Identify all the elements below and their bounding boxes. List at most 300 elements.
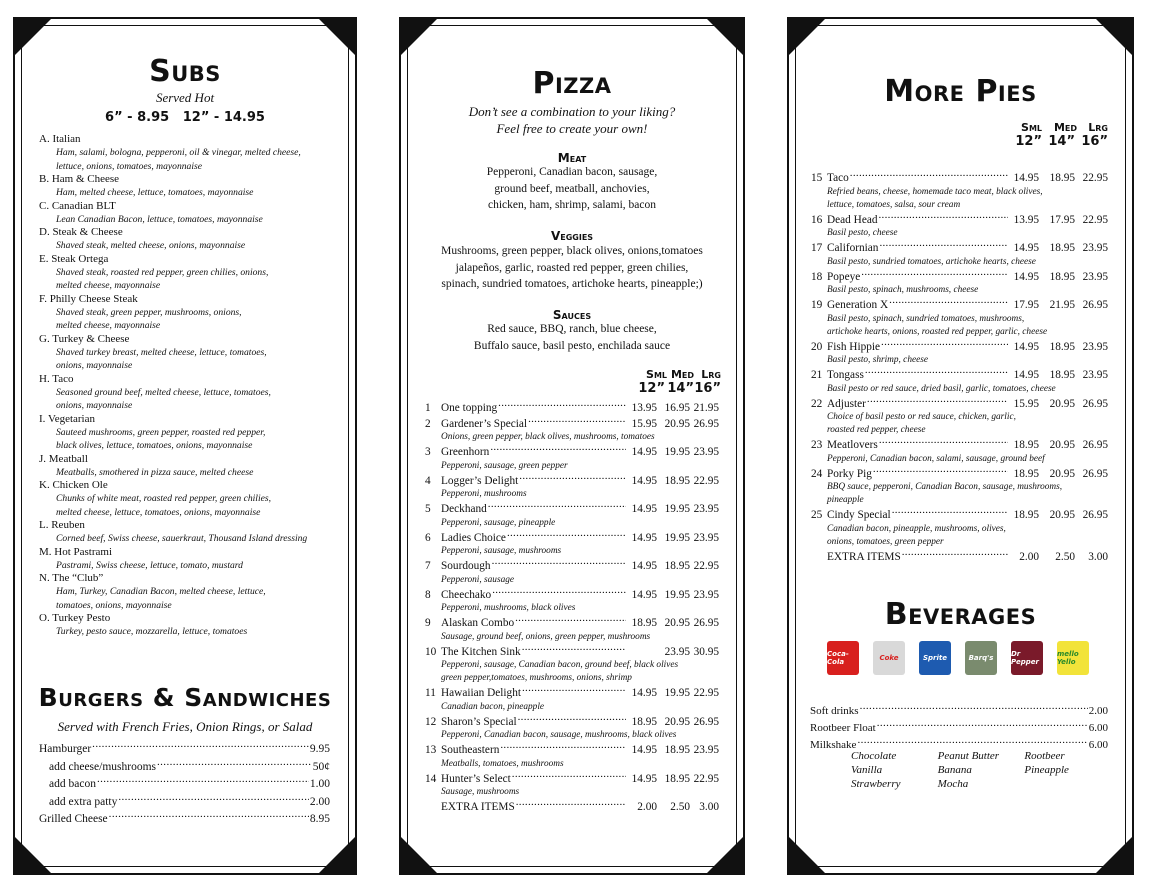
- price-medium: 20.95: [664, 617, 690, 629]
- item-description: Choice of basil pesto or red sauce, chicken, garlic,: [827, 412, 1016, 422]
- price-large: 3.00: [1088, 550, 1108, 563]
- sub-name: I. Vegetarian: [39, 412, 95, 425]
- item-description: Basil pesto, spinach, mushrooms, cheese: [827, 285, 979, 295]
- price-medium: 18.95: [1049, 270, 1075, 283]
- price-medium: 18.95: [1049, 369, 1075, 381]
- item-description: Refried beans, cheese, homemade taco meat, black olives,: [827, 186, 1043, 197]
- veggies-heading: Veggies: [550, 229, 594, 243]
- price-large: 22.95: [1082, 172, 1108, 184]
- price-small: 18.95: [1013, 439, 1039, 451]
- price-medium: 19.95: [664, 531, 690, 544]
- pizza-item: [425, 416, 719, 432]
- price-large: 22.95: [693, 772, 719, 785]
- price-small: 14.95: [631, 687, 657, 699]
- item-number: 14: [425, 772, 437, 785]
- sub-item: [39, 133, 349, 173]
- item-description: lettuce, tomatoes, salsa, sour cream: [827, 199, 961, 210]
- pizza-item: [811, 549, 1108, 565]
- dot-leader: [889, 297, 1008, 308]
- milkshake-flavors: [851, 749, 1111, 791]
- pizza-item: [811, 396, 1108, 412]
- item-number: 17: [811, 242, 823, 254]
- dot-leader: [522, 644, 626, 655]
- item-name: Dead Head: [827, 213, 878, 226]
- size-small: 12”: [1015, 134, 1042, 149]
- item-name: Sharon’s Special: [441, 715, 517, 728]
- burgers-title: Burgers & Sandwiches: [38, 683, 332, 712]
- price-medium: 23.95: [664, 645, 690, 658]
- sub-description: Shaved steak, melted cheese, onions, mayonnaise: [56, 240, 246, 251]
- item-name: add extra patty: [49, 795, 118, 808]
- item-description: Sausage, ground beef, onions, green pepper, mushrooms: [441, 631, 651, 642]
- item-description: green pepper,tomatoes, mushrooms, onions, shrimp: [441, 673, 632, 683]
- price-large: 26.95: [693, 417, 719, 430]
- item-number: 8: [425, 588, 431, 601]
- item-name: Cindy Special: [827, 509, 891, 521]
- size-label-large: Lrg: [701, 368, 721, 381]
- dot-leader: [157, 758, 312, 770]
- dot-leader: [518, 714, 626, 725]
- mello-yello-logo: mello Yello: [1057, 641, 1089, 675]
- item-number: 11: [425, 687, 436, 699]
- sub-name: E. Steak Ortega: [39, 252, 109, 265]
- item-number: 16: [811, 213, 823, 226]
- price-large: 23.95: [693, 503, 719, 515]
- dot-leader: [865, 367, 1008, 378]
- sub-description: melted cheese, mayonnaise: [56, 280, 161, 291]
- dot-leader: [860, 702, 1088, 714]
- item-name: Meatlovers: [827, 439, 878, 451]
- price-medium: 17.95: [1049, 213, 1075, 226]
- price-small: 14.95: [631, 560, 657, 572]
- dot-leader: [881, 339, 1008, 350]
- flavor: [1024, 777, 1111, 791]
- item-description: Pepperoni, sausage, mushrooms: [441, 546, 562, 556]
- item-number: 21: [811, 369, 823, 381]
- size-small: 12”: [638, 381, 665, 396]
- price-small: 14.95: [631, 446, 657, 458]
- item-description: Basil pesto or red sauce, dried basil, garlic, tomatoes, cheese: [827, 383, 1056, 394]
- flavor: Pineapple: [1024, 764, 1069, 776]
- price-medium: 18.95: [1049, 172, 1075, 184]
- sub-description: Ham, melted cheese, lettuce, tomatoes, mayonnaise: [56, 187, 254, 198]
- item-price: 8.95: [309, 813, 330, 825]
- size-medium: 14”: [667, 381, 694, 396]
- sub-description: tomatoes, onions, mayonnaise: [56, 599, 172, 611]
- price-medium: 19.95: [664, 588, 690, 601]
- item-name: EXTRA ITEMS: [441, 801, 515, 813]
- price-small: 13.95: [1013, 213, 1039, 226]
- price-small: 14.95: [1013, 340, 1039, 353]
- price-small: 14.95: [631, 531, 657, 544]
- flavor: Mocha: [937, 778, 969, 790]
- item-description: onions, tomatoes, green pepper: [827, 536, 944, 547]
- item-number: 19: [811, 299, 823, 311]
- size-label-large: Lrg: [1088, 121, 1108, 134]
- ingredient-line: Pepperoni, Canadian bacon, sausage,: [486, 166, 658, 178]
- item-name: One topping: [441, 402, 498, 414]
- price-large: 23.95: [693, 531, 719, 544]
- sub-item: [39, 413, 349, 453]
- item-description: Sausage, mushrooms: [441, 787, 520, 797]
- item-name: add cheese/mushrooms: [49, 760, 156, 773]
- sub-name: F. Philly Cheese Steak: [39, 292, 138, 305]
- dot-leader: [512, 771, 626, 782]
- size-label-small: Sml: [646, 368, 667, 381]
- dot-leader: [902, 549, 1008, 560]
- sub-item: [39, 453, 349, 480]
- item-description: Canadian bacon, pineapple: [441, 701, 545, 712]
- pizza-item: [811, 507, 1108, 523]
- dot-leader: [498, 400, 626, 411]
- dot-leader: [879, 212, 1009, 223]
- beverage-item: [810, 719, 1108, 736]
- dot-leader: [92, 740, 309, 752]
- price-medium: 18.95: [1049, 242, 1075, 254]
- pizza-title: Pizza: [532, 66, 612, 101]
- dr-pepper-logo: Dr Pepper: [1011, 641, 1043, 675]
- item-description: artichoke hearts, onions, roasted red pepper, garlic, cheese: [827, 326, 1048, 337]
- sub-item: [39, 546, 349, 573]
- price-large: 26.95: [1082, 467, 1108, 480]
- item-name: Soft drinks: [810, 705, 859, 717]
- flavor: Chocolate: [851, 750, 897, 762]
- dot-leader: [528, 416, 626, 427]
- price-small: 14.95: [1013, 270, 1039, 283]
- item-name: Gardener’s Special: [441, 417, 528, 430]
- sub-description: Ham, Turkey, Canadian Bacon, melted cheese, lettuce,: [56, 586, 266, 597]
- pizza-item: [811, 269, 1108, 285]
- sub-description: onions, mayonnaise: [56, 400, 133, 411]
- sub-description: melted cheese, mayonnaise: [56, 320, 161, 331]
- dot-leader: [97, 775, 309, 787]
- item-price: 6.00: [1088, 722, 1108, 734]
- pizza-item: [811, 339, 1108, 355]
- item-name: EXTRA ITEMS: [827, 550, 901, 563]
- price-medium: 18.95: [664, 772, 690, 785]
- item-name: Milkshake: [810, 739, 857, 751]
- dot-leader: [879, 240, 1008, 251]
- price-small: 18.95: [631, 617, 657, 629]
- meat-list: [401, 164, 743, 214]
- size-medium: 14”: [1048, 134, 1075, 149]
- flavor: Strawberry: [851, 778, 901, 790]
- pizza-item: [425, 444, 719, 460]
- item-name: add bacon: [49, 778, 96, 790]
- item-name: Porky Pig: [827, 467, 872, 480]
- sub-name: G. Turkey & Cheese: [39, 332, 130, 345]
- price-small: 18.95: [1013, 467, 1039, 480]
- pizza-item: [425, 742, 719, 758]
- price-large: 3.00: [699, 801, 719, 813]
- ingredient-line: Red sauce, BBQ, ranch, blue cheese,: [487, 323, 657, 335]
- item-description: Pepperoni, sausage, Canadian bacon, ground beef, black olives: [441, 660, 679, 670]
- sub-item: [39, 333, 349, 373]
- sub-name: J. Meatball: [39, 452, 88, 465]
- item-name: Sourdough: [441, 560, 491, 572]
- item-description: Pepperoni, sausage, green pepper: [441, 460, 568, 471]
- price-large: 26.95: [1082, 509, 1108, 521]
- sub-name: B. Ham & Cheese: [39, 173, 120, 185]
- sub-description: Shaved turkey breast, melted cheese, lettuce, tomatoes,: [56, 346, 267, 358]
- price-medium: 18.95: [664, 474, 690, 487]
- price-small: 18.95: [631, 715, 657, 728]
- flavor: Peanut Butter: [937, 750, 1000, 762]
- burger-item: [39, 775, 330, 793]
- item-name: Fish Hippie: [827, 340, 881, 353]
- item-number: 6: [425, 531, 431, 544]
- price-large: 22.95: [693, 560, 719, 572]
- price-large: 23.95: [1082, 270, 1108, 283]
- item-description: roasted red pepper, cheese: [827, 425, 926, 435]
- dot-leader: [488, 501, 626, 512]
- sub-description: onions, mayonnaise: [56, 360, 133, 371]
- dot-leader: [857, 736, 1087, 748]
- item-name: Logger’s Delight: [441, 474, 519, 487]
- price-small: 15.95: [1013, 397, 1039, 410]
- item-price: 2.00: [309, 795, 330, 808]
- sub-description: Pastrami, Swiss cheese, lettuce, tomato, mustard: [56, 559, 243, 571]
- sub-description: Seasoned ground beef, melted cheese, lettuce, tomatoes,: [56, 386, 271, 398]
- price-small: 2.00: [637, 801, 657, 813]
- ingredient-line: Buffalo sauce, basil pesto, enchilada sauce: [473, 339, 671, 352]
- burger-item: [39, 740, 330, 758]
- sub-name: L. Reuben: [39, 519, 85, 531]
- item-number: 15: [811, 172, 823, 184]
- price-large: 26.95: [693, 715, 719, 728]
- sub-item: [39, 612, 349, 639]
- price-medium: 19.95: [664, 687, 690, 699]
- item-description: Pepperoni, Canadian bacon, sausage, mushrooms, black olives: [441, 730, 677, 740]
- price-medium: 16.95: [664, 402, 690, 414]
- sauces-heading: Sauces: [552, 308, 592, 322]
- item-number: 3: [425, 446, 431, 458]
- burger-item: [39, 793, 330, 811]
- dot-leader: [873, 466, 1008, 477]
- sub-item: [39, 519, 349, 546]
- burgers-list: [39, 740, 330, 828]
- dot-leader: [522, 685, 626, 696]
- size-large: 16”: [1081, 134, 1108, 149]
- price-small: 18.95: [1013, 509, 1039, 521]
- sub-description: Lean Canadian Bacon, lettuce, tomatoes, mayonnaise: [56, 213, 263, 225]
- pizza-list: [425, 400, 719, 815]
- sub-name: A. Italian: [39, 133, 81, 145]
- item-description: Basil pesto, cheese: [827, 228, 898, 238]
- price-small: 2.00: [1019, 550, 1039, 563]
- item-name: Hamburger: [39, 743, 92, 755]
- ingredient-line: Mushrooms, green pepper, black olives, onions,tomatoes: [441, 245, 703, 257]
- sub-description: Shaved steak, roasted red pepper, green chilies, onions,: [56, 266, 269, 278]
- pizza-item: [425, 501, 719, 517]
- price-medium: 20.95: [1049, 397, 1075, 410]
- dot-leader: [507, 530, 626, 541]
- pizza-item: [811, 466, 1108, 482]
- price-medium: 2.50: [670, 801, 690, 813]
- meat-heading: Meat: [557, 151, 587, 165]
- item-description: Pepperoni, mushrooms, black olives: [441, 603, 576, 613]
- item-number: 2: [425, 417, 431, 430]
- price-large: 23.95: [693, 744, 719, 756]
- item-name: The Kitchen Sink: [441, 645, 521, 658]
- price-large: 26.95: [1082, 439, 1108, 451]
- price-large: 23.95: [1082, 340, 1108, 353]
- pizza-item: [425, 615, 719, 631]
- item-number: 9: [425, 617, 431, 629]
- price-medium: 2.50: [1055, 550, 1075, 563]
- price-medium: 18.95: [664, 744, 690, 756]
- item-description: Basil pesto, spinach, sundried tomatoes, mushrooms,: [827, 313, 1025, 324]
- item-description: Pepperoni, mushrooms: [441, 489, 527, 499]
- subs-prices: 6” - 8.95 12” - 14.95: [105, 110, 265, 125]
- pizza-item: [425, 714, 719, 730]
- pizza-panel: [399, 17, 745, 875]
- dot-leader: [879, 437, 1008, 448]
- ingredient-line: jalapeños, garlic, roasted red pepper, green chilies,: [455, 261, 689, 274]
- item-number: 5: [425, 503, 431, 515]
- subs-subtitle: Served Hot: [155, 90, 215, 105]
- dot-leader: [867, 396, 1008, 407]
- item-price: 6.00: [1088, 739, 1108, 751]
- price-medium: 18.95: [1049, 340, 1075, 353]
- price-large: 26.95: [1082, 299, 1108, 311]
- sub-description: Chunks of white meat, roasted red pepper, green chilies,: [56, 493, 272, 504]
- item-name: Grilled Cheese: [39, 813, 108, 825]
- price-small: 15.95: [631, 417, 657, 430]
- pizza-item: [425, 400, 719, 416]
- veggies-list: [401, 243, 743, 293]
- price-medium: 19.95: [664, 446, 690, 458]
- price-small: 14.95: [1013, 172, 1039, 184]
- pizza-item: [425, 799, 719, 815]
- size-label-medium: Med: [1053, 121, 1077, 134]
- sub-item: [39, 253, 349, 293]
- more-pies-list: [811, 170, 1108, 564]
- item-description: Meatballs, tomatoes, mushrooms: [441, 758, 564, 769]
- sub-item: [39, 200, 349, 227]
- sub-description: melted cheese, lettuce, tomatoes, onions, mayonnaise: [56, 506, 261, 518]
- pizza-subtitle-2: Feel free to create your own!: [496, 121, 648, 136]
- item-description: Pepperoni, sausage, pineapple: [441, 517, 556, 528]
- sub-description: Ham, salami, bologna, pepperoni, oil & vinegar, melted cheese,: [56, 147, 301, 158]
- price-small: 14.95: [631, 588, 657, 601]
- item-description: pineapple: [827, 495, 864, 505]
- item-name: Hawaiian Delight: [441, 687, 521, 699]
- item-number: 10: [425, 645, 437, 658]
- pizza-item: [425, 587, 719, 603]
- sub-description: black olives, lettuce, tomatoes, onions, mayonnaise: [56, 440, 253, 451]
- price-medium: 19.95: [664, 503, 690, 515]
- item-name: Deckhand: [441, 503, 487, 515]
- item-description: Onions, green pepper, black olives, mushrooms, tomatoes: [441, 432, 655, 442]
- flavor: Banana: [937, 764, 972, 776]
- item-number: 25: [811, 509, 823, 521]
- item-number: 23: [811, 439, 823, 451]
- price-small: 17.95: [1013, 299, 1039, 311]
- flavor-row: [851, 777, 1111, 791]
- dot-leader: [109, 810, 309, 822]
- item-number: 24: [811, 467, 823, 480]
- price-large: 22.95: [693, 474, 719, 487]
- price-medium: 20.95: [664, 417, 690, 430]
- subs-title: Subs: [149, 54, 221, 89]
- price-small: 14.95: [631, 744, 657, 756]
- price-large: 22.95: [1082, 213, 1108, 226]
- coca-cola-logo: Coca-Cola: [827, 641, 859, 675]
- pizza-size-header: [425, 368, 721, 398]
- price-small: 14.95: [631, 503, 657, 515]
- size-label-medium: Med: [670, 368, 694, 381]
- pizza-item: [811, 367, 1108, 383]
- sub-item: [39, 173, 349, 200]
- price-large: 23.95: [693, 446, 719, 458]
- sub-description: Meatballs, smothered in pizza sauce, melted cheese: [56, 466, 254, 478]
- size-label-small: Sml: [1021, 121, 1042, 134]
- item-description: Canadian bacon, pineapple, mushrooms, olives,: [827, 523, 1006, 534]
- sub-name: K. Chicken Ole: [39, 479, 108, 491]
- price-large: 26.95: [693, 617, 719, 629]
- ingredient-line: ground beef, meatball, anchovies,: [494, 182, 650, 195]
- price-large: 23.95: [1082, 242, 1108, 254]
- item-name: Californian: [827, 242, 879, 254]
- item-name: Cheechako: [441, 588, 492, 601]
- sub-name: M. Hot Pastrami: [39, 545, 113, 558]
- item-price: 50¢: [312, 760, 330, 773]
- item-name: Ladies Choice: [441, 531, 506, 544]
- pizza-item: [811, 170, 1108, 186]
- pizza-item: [811, 297, 1108, 313]
- subs-panel: [13, 17, 357, 875]
- pizza-item: [425, 530, 719, 546]
- sub-name: C. Canadian BLT: [39, 199, 116, 212]
- price-large: 21.95: [693, 402, 719, 414]
- price-large: 30.95: [693, 645, 719, 658]
- dot-leader: [892, 507, 1008, 518]
- coke-logo: Coke: [873, 641, 905, 675]
- sauces-list: [401, 321, 743, 354]
- flavor-row: [851, 763, 1111, 777]
- price-small: 14.95: [631, 474, 657, 487]
- sub-description: lettuce, onions, tomatoes, mayonnaise: [56, 160, 203, 172]
- price-small: 14.95: [631, 772, 657, 785]
- pizza-item: [425, 644, 719, 660]
- sub-description: Turkey, pesto sauce, mozzarella, lettuce, tomatoes: [56, 626, 248, 637]
- pizza-item: [425, 771, 719, 787]
- sub-name: N. The “Club”: [39, 572, 104, 584]
- ingredient-line: spinach, sundried tomatoes, artichoke hearts, pineapple;): [441, 278, 703, 290]
- item-description: Pepperoni, sausage: [441, 574, 514, 585]
- item-name: Hunter’s Select: [441, 772, 511, 785]
- item-description: Pepperoni, Canadian bacon, salami, sausage, ground beef: [827, 453, 1045, 464]
- pizza-item: [811, 212, 1108, 228]
- item-price: 2.00: [1088, 705, 1108, 717]
- item-name: Adjuster: [827, 397, 866, 410]
- dot-leader: [515, 615, 626, 626]
- price-small: 14.95: [1013, 369, 1039, 381]
- dot-leader: [850, 170, 1008, 181]
- item-number: 22: [811, 397, 823, 410]
- pizza-item: [811, 240, 1108, 256]
- beverage-item: [810, 702, 1108, 719]
- item-name: Greenhorn: [441, 446, 490, 458]
- sub-name: H. Taco: [39, 372, 74, 385]
- dot-leader: [519, 473, 626, 484]
- sub-description: Corned beef, Swiss cheese, sauerkraut, Thousand Island dressing: [56, 533, 308, 544]
- price-small: 13.95: [631, 402, 657, 414]
- burger-item: [39, 810, 330, 828]
- dot-leader: [492, 558, 626, 569]
- price-medium: 20.95: [1049, 467, 1075, 480]
